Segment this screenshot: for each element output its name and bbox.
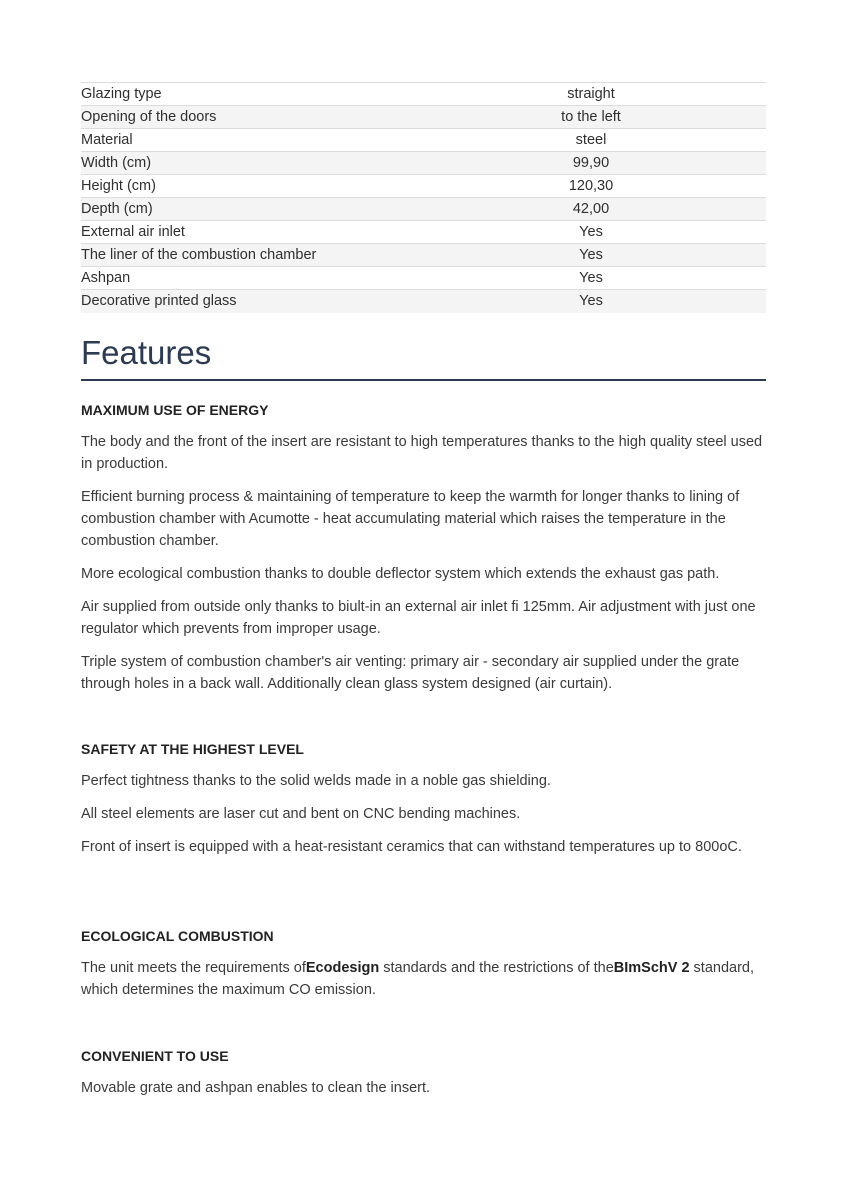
table-row (81, 221, 766, 244)
spec-value: steel (455, 129, 727, 152)
table-row (81, 152, 766, 175)
spec-value: 99,90 (455, 152, 727, 175)
spec-value: 120,30 (455, 175, 727, 198)
section-heading: MAXIMUM USE OF ENERGY (81, 402, 269, 418)
spec-spacer (727, 221, 766, 244)
table-row (81, 129, 766, 152)
specifications-table (81, 82, 766, 313)
spec-spacer (727, 106, 766, 129)
spec-value: Yes (455, 244, 727, 267)
spec-label: External air inlet (81, 221, 455, 244)
spec-label: The liner of the combustion chamber (81, 244, 455, 267)
spec-spacer (727, 152, 766, 175)
section-convenient-to-use (81, 1047, 766, 1099)
spec-label: Opening of the doors (81, 106, 455, 129)
spec-value: Yes (455, 290, 727, 313)
section-paragraph: All steel elements are laser cut and bent on CNC bending machines. (81, 806, 521, 822)
table-row (81, 106, 766, 129)
spec-label: Ashpan (81, 267, 455, 290)
features-divider (81, 379, 766, 381)
table-row (81, 290, 766, 313)
spec-spacer (727, 129, 766, 152)
section-paragraph (81, 957, 766, 1001)
spec-label: Depth (cm) (81, 198, 455, 221)
section-paragraph: Front of insert is equipped with a heat-resistant ceramics that can withstand temperatures up to 800oC. (81, 839, 742, 855)
spec-label: Height (cm) (81, 175, 455, 198)
spec-spacer (727, 267, 766, 290)
spec-label: Width (cm) (81, 152, 455, 175)
section-paragraph: Perfect tightness thanks to the solid welds made in a noble gas shielding. (81, 773, 551, 789)
spec-spacer (727, 290, 766, 313)
ecodesign-term: Ecodesign (305, 960, 380, 976)
table-row (81, 267, 766, 290)
table-row (81, 244, 766, 267)
section-maximum-use-of-energy (81, 401, 766, 695)
section-paragraph: Efficient burning process & maintaining of temperature to keep the warmth for longer thanks to lining of combustion chamber with Acumotte - heat accumulating material which raises the temperature in the combustion chamber. (81, 489, 740, 549)
text-run: standards and the restrictions of the (379, 960, 614, 976)
table-row (81, 175, 766, 198)
spec-value: 42,00 (455, 198, 727, 221)
spec-spacer (727, 198, 766, 221)
text-run: The unit meets the requirements of (81, 960, 306, 976)
section-heading: ECOLOGICAL COMBUSTION (81, 928, 274, 944)
table-row (81, 83, 766, 106)
section-paragraph: Movable grate and ashpan enables to clean the insert. (81, 1080, 431, 1096)
features-heading: Features (81, 334, 212, 371)
spec-value: Yes (455, 267, 727, 290)
spec-spacer (727, 244, 766, 267)
spec-value: straight (455, 83, 727, 106)
spec-spacer (727, 175, 766, 198)
section-ecological-combustion (81, 927, 766, 1001)
section-heading: SAFETY AT THE HIGHEST LEVEL (81, 741, 304, 757)
section-paragraph: The body and the front of the insert are resistant to high temperatures thanks to the high quality steel used in production. (81, 434, 763, 472)
section-paragraph: Triple system of combustion chamber's air venting: primary air - secondary air supplied under the grate through holes in a back wall. Additionally clean glass system designed (air curtain). (81, 654, 740, 692)
section-paragraph: More ecological combustion thanks to double deflector system which extends the exhaust gas path. (81, 566, 720, 582)
text-run: standard, which determines the maximum CO emission. (81, 960, 755, 998)
section-heading: CONVENIENT TO USE (81, 1048, 229, 1064)
spec-label: Decorative printed glass (81, 290, 455, 313)
spec-value: to the left (455, 106, 727, 129)
section-paragraph: Air supplied from outside only thanks to biult-in an external air inlet fi 125mm. Air adjustment with just one regulator which prevents from improper usage. (81, 599, 756, 637)
spec-label: Material (81, 129, 455, 152)
table-row (81, 198, 766, 221)
section-safety (81, 740, 766, 858)
bimschv-term: BImSchV 2 (613, 960, 690, 976)
spec-value: Yes (455, 221, 727, 244)
spec-spacer (727, 83, 766, 106)
spec-label: Glazing type (81, 83, 455, 106)
